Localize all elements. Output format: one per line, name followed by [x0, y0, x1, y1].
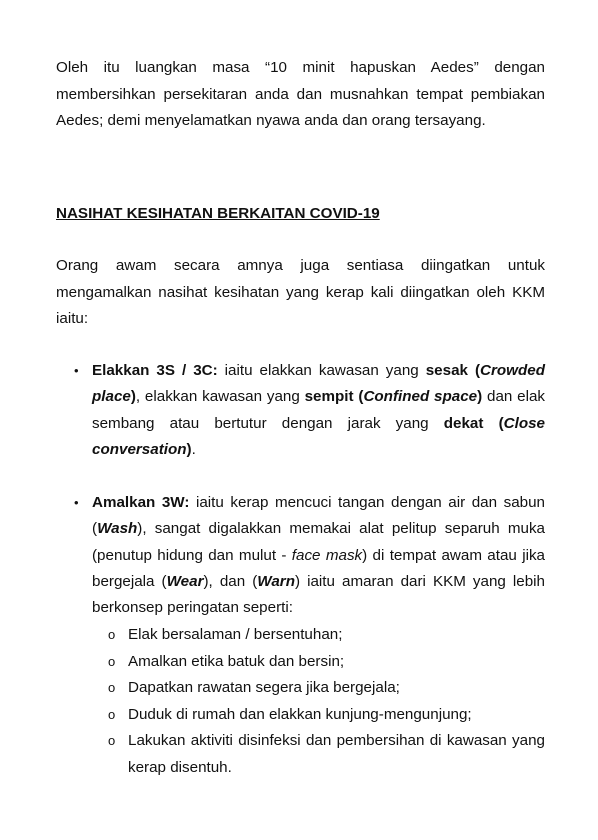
circle-bullet-icon: o	[108, 680, 116, 696]
intro-paragraph: Oleh itu luangkan masa “10 minit hapuskan Aedes” dengan membersihkan persekitaran anda dan musnahkan tempat pembiakan Aedes; demi menyelamatkan nyawa anda dan orang tersayang.	[56, 59, 545, 129]
circle-bullet-icon: o	[108, 706, 116, 722]
sub-list-item: o Lakukan aktiviti disinfeksi dan pembersihan di kawasan yang kerap disentuh.	[128, 728, 545, 781]
circle-bullet-icon: o	[108, 653, 116, 669]
bullet-dot-icon: •	[74, 363, 79, 378]
sub-list-item: o Elak bersalaman / bersentuhan;	[128, 622, 545, 649]
circle-bullet-icon: o	[108, 733, 116, 749]
bullet-title: Elakkan 3S / 3C:	[92, 362, 218, 379]
bullet-item-3s-3c: • Elakkan 3S / 3C: iaitu elakkan kawasan yang sesak (Crowded place), elakkan kawasan yang sempit (Confined space) dan elak sembang atau bertutur dengan jarak yang dekat (Close conversation).	[92, 358, 545, 463]
sub-list-item: o Duduk di rumah dan elakkan kunjung-mengunjung;	[128, 702, 545, 729]
circle-bullet-icon: o	[108, 627, 116, 642]
bullet-dot-icon: •	[74, 495, 79, 510]
section-heading: NASIHAT KESIHATAN BERKAITAN COVID-19	[56, 205, 380, 222]
bullet-title: Amalkan 3W:	[92, 494, 190, 511]
reminder-paragraph: Orang awam secara amnya juga sentiasa diingatkan untuk mengamalkan nasihat kesihatan yang kerap kali diingatkan oleh KKM iaitu:	[56, 257, 545, 327]
warn-sub-list	[108, 622, 545, 782]
bullet-item-3w: • Amalkan 3W: iaitu kerap mencuci tangan dengan air dan sabun (Wash), sangat digalakkan memakai alat pelitup separuh muka (penutup hidung dan mulut - face mask) di tempat awam atau jika bergejala (Wear), dan (Warn) iaitu amaran dari KKM yang lebih berkonsep peringatan seperti:	[92, 490, 545, 621]
sub-list-item: o Amalkan etika batuk dan bersin;	[128, 649, 545, 676]
sub-list-item: o Dapatkan rawatan segera jika bergejala;	[128, 675, 545, 702]
